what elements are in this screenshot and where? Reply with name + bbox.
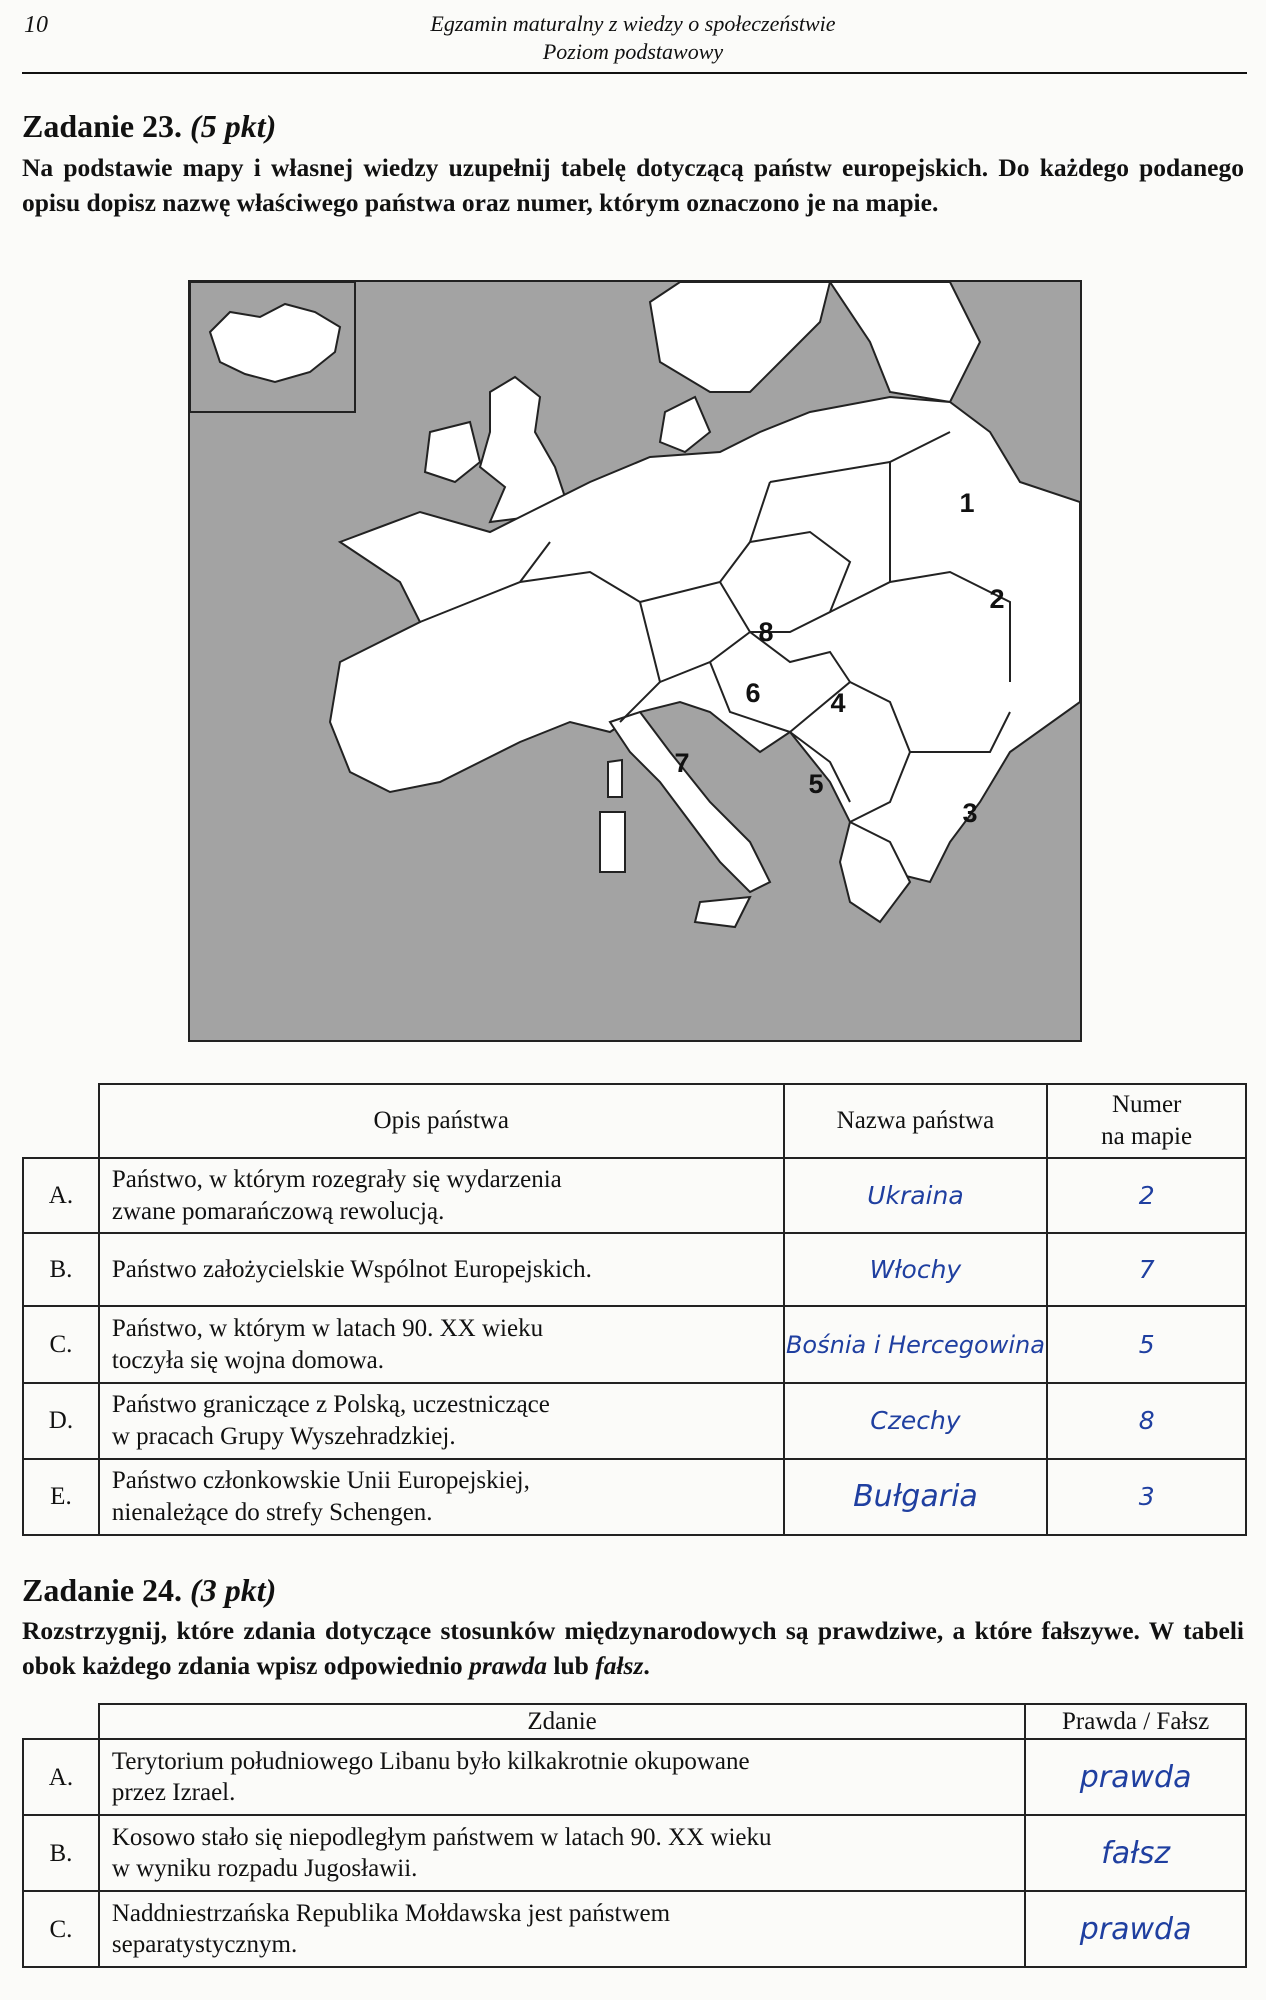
row-sentence xyxy=(99,1739,1025,1815)
desc-line1: Państwo graniczące z Polską, uczestniczące xyxy=(111,1391,550,1418)
desc-line1: Państwo założycielskie Wspólnot Europejskich. xyxy=(111,1255,592,1283)
map-number-answer[interactable]: 5 xyxy=(1047,1306,1246,1383)
map-label-8: 8 xyxy=(758,617,774,647)
task23-title: Zadanie 23. xyxy=(22,108,183,144)
task24-instruction xyxy=(22,1613,1244,1683)
task24-title: Zadanie 24. xyxy=(22,1572,183,1608)
sentence-line1: Naddniestrzańska Republika Mołdawska jest państwem xyxy=(111,1900,671,1927)
row-letter: C. xyxy=(23,1891,99,1967)
row-sentence xyxy=(99,1815,1025,1891)
map-label-6: 6 xyxy=(745,678,761,708)
country-name-answer[interactable]: Bośnia i Hercegowina xyxy=(784,1306,1048,1383)
table-row xyxy=(23,1815,1246,1891)
country-name-answer[interactable]: Ukraina xyxy=(784,1158,1048,1233)
desc-line1: Państwo, w którym rozegrały się wydarzenia xyxy=(111,1165,562,1193)
desc-line2: zwane pomarańczową rewolucją. xyxy=(111,1197,445,1225)
finland-shape xyxy=(830,282,980,402)
row-letter: C. xyxy=(23,1306,99,1383)
task24-answer-table xyxy=(22,1703,1247,1968)
true-false-answer[interactable]: fałsz xyxy=(1025,1815,1246,1891)
sicily-shape xyxy=(695,897,750,927)
task24-word-or: lub xyxy=(553,1651,589,1680)
task23-heading xyxy=(22,108,276,145)
map-number-answer[interactable]: 8 xyxy=(1047,1383,1246,1459)
map-number-answer[interactable]: 3 xyxy=(1047,1459,1246,1535)
row-letter: E. xyxy=(23,1459,99,1535)
table-row xyxy=(23,1891,1246,1967)
row-letter: A. xyxy=(23,1158,99,1233)
sentence-line1: Kosowo stało się niepodległym państwem w latach 90. XX wieku xyxy=(111,1824,772,1851)
country-name-answer[interactable]: Czechy xyxy=(784,1383,1048,1459)
map-label-5: 5 xyxy=(808,769,824,799)
page-header xyxy=(0,0,1266,80)
row-description xyxy=(99,1233,784,1306)
blank-corner xyxy=(23,1084,99,1158)
row-letter: B. xyxy=(23,1233,99,1306)
true-false-answer[interactable]: prawda xyxy=(1025,1891,1246,1967)
sentence-line2: przez Izrael. xyxy=(111,1779,236,1806)
row-description xyxy=(99,1158,784,1233)
row-description xyxy=(99,1383,784,1459)
task24-instruction-text: Rozstrzygnij, które zdania dotyczące stosunków międzynarodowych są prawdziwe, a które fałszywe. W tabeli obok każdego zdania wpisz odpowiednio xyxy=(22,1616,1244,1680)
header-divider xyxy=(22,72,1247,74)
col-number-header xyxy=(1047,1084,1246,1158)
row-description xyxy=(99,1459,784,1535)
task24-word-true: prawda xyxy=(469,1651,547,1680)
desc-line2: toczyła się wojna domowa. xyxy=(111,1346,385,1374)
task24-instruction-end: . xyxy=(643,1651,650,1680)
map-label-7: 7 xyxy=(674,748,690,778)
denmark-shape xyxy=(660,397,710,452)
map-label-2: 2 xyxy=(989,584,1005,614)
col-answer-header: Prawda / Fałsz xyxy=(1025,1704,1246,1739)
task24-points: (3 pkt) xyxy=(190,1572,277,1608)
country-name-answer[interactable]: Bułgaria xyxy=(784,1459,1048,1535)
row-letter: B. xyxy=(23,1815,99,1891)
col-number-header-line1: Numer xyxy=(1111,1091,1182,1118)
desc-line1: Państwo członkowskie Unii Europejskiej, xyxy=(111,1467,530,1494)
country-name-answer[interactable]: Włochy xyxy=(784,1233,1048,1306)
blank-corner xyxy=(23,1704,99,1739)
page-number: 10 xyxy=(24,12,48,38)
col-description-header: Opis państwa xyxy=(99,1084,784,1158)
col-name-header: Nazwa państwa xyxy=(784,1084,1048,1158)
task23-answer-table xyxy=(22,1083,1247,1536)
table-row xyxy=(23,1306,1246,1383)
col-number-header-line2: na mapie xyxy=(1101,1123,1193,1150)
true-false-answer[interactable]: prawda xyxy=(1025,1739,1246,1815)
sentence-line1: Terytorium południowego Libanu było kilkakrotnie okupowane xyxy=(111,1748,750,1775)
task23-points: (5 pkt) xyxy=(190,108,277,144)
table-row xyxy=(23,1233,1246,1306)
exam-title-line1: Egzamin maturalny z wiedzy o społeczeństwie xyxy=(430,11,836,36)
task23-table-header xyxy=(23,1084,1246,1158)
exam-title-line2: Poziom podstawowy xyxy=(542,39,724,64)
sardinia-shape xyxy=(600,812,625,872)
ireland-shape xyxy=(425,422,480,482)
col-sentence-header: Zdanie xyxy=(99,1704,1025,1739)
map-label-1: 1 xyxy=(959,488,975,518)
task24-heading xyxy=(22,1572,276,1609)
desc-line1: Państwo, w którym w latach 90. XX wieku xyxy=(111,1314,544,1342)
desc-line2: nienależące do strefy Schengen. xyxy=(111,1499,433,1526)
task23-instruction: Na podstawie mapy i własnej wiedzy uzupełnij tabelę dotyczącą państw europejskich. Do każdego podanego opisu dopisz nazwę właściwego państwa oraz numer, którym oznaczono je na mapie. xyxy=(22,153,1244,217)
table-row xyxy=(23,1739,1246,1815)
map-label-3: 3 xyxy=(962,798,978,828)
sentence-line2: w wyniku rozpadu Jugosławii. xyxy=(111,1855,418,1882)
map-number-answer[interactable]: 7 xyxy=(1047,1233,1246,1306)
exam-title xyxy=(0,10,1266,66)
row-letter: A. xyxy=(23,1739,99,1815)
table-row xyxy=(23,1459,1246,1535)
table-row xyxy=(23,1158,1246,1233)
task24-table-header xyxy=(23,1704,1246,1739)
task24-word-false: fałsz xyxy=(595,1651,644,1680)
europe-map xyxy=(188,280,1082,1042)
map-number-answer[interactable]: 2 xyxy=(1047,1158,1246,1233)
row-description xyxy=(99,1306,784,1383)
row-letter: D. xyxy=(23,1383,99,1459)
table-row xyxy=(23,1383,1246,1459)
corsica-shape xyxy=(608,760,622,797)
sentence-line2: separatystycznym. xyxy=(111,1931,298,1958)
europe-map-svg xyxy=(190,282,1080,1040)
row-sentence xyxy=(99,1891,1025,1967)
map-label-4: 4 xyxy=(830,688,846,718)
desc-line2: w pracach Grupy Wyszehradzkiej. xyxy=(111,1423,456,1450)
scandinavia-shape xyxy=(650,282,830,392)
